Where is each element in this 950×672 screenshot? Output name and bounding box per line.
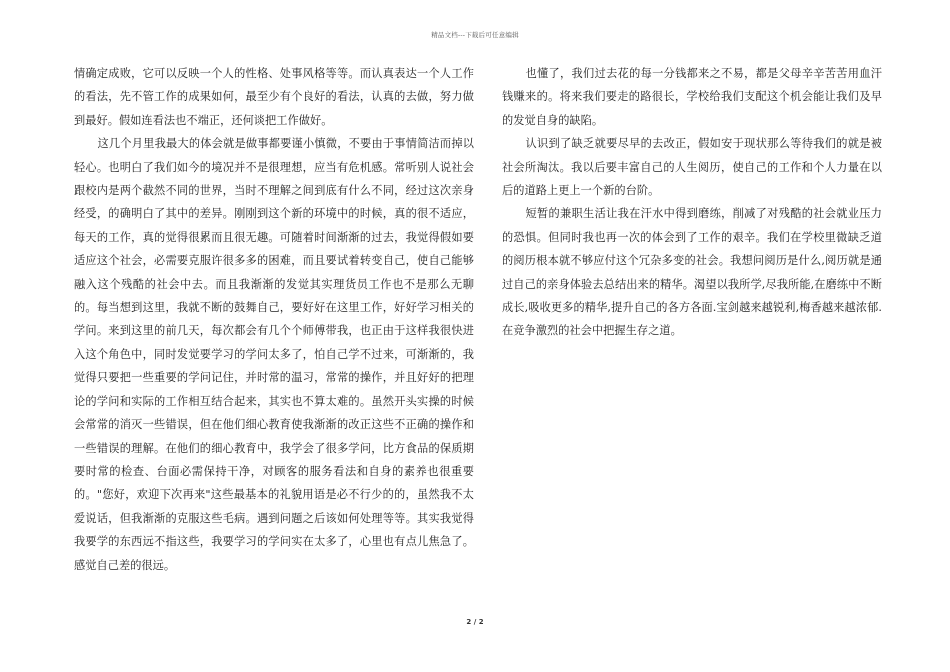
paragraph: 也懂了，我们过去花的每一分钱都来之不易，都是父母辛辛苦苦用血汗钱赚来的。将来我们要走的路很长，学校给我们支配这个机会能让我们及早的发觉自身的缺陷。 — [502, 67, 882, 127]
left-text-column — [74, 62, 474, 577]
paragraph: 这几个月里我最大的体会就是做事都要谨小慎微，不要由于事情简洁而掉以轻心。也明白了我们如今的境况并不是很理想，应当有危机感。常听别人说社会跟校内是两个截然不同的世界，当时不理解之间到底有什么不同，经过这次亲身经受，的确明白了其中的差异。刚刚到这个新的环境中的时候，真的很不适应，每天的工作，真的觉得很累而且很无趣。可随着时间渐渐的过去，我觉得假如要适应这个社会，必需要克服许很多多的困难，而且要试着转变自己，使自己能够融入这个残酷的社会中去。而且我渐渐的发觉其实理货员工作也不是那么无聊的。每当想到这里，我就不断的鼓舞自己，要好好在这里工作，好好学习相关的学问。来到这里的前几天，每次都会有几个个师傅带我，也正由于这样我很快进入这个角色中，同时发觉要学习的学问太多了，怕自己学不过来，可渐渐的，我觉得只要把一些重要的学问记住，并时常的温习，常常的操作，并且好好的把理论的学问和实际的工作相互结合起来，其实也不算太难的。虽然开头实操的时候会常常的消灭一些错误，但在他们细心教育使我渐渐的改正这些不正确的操作和一些错误的理解。在他们的细心教育中，我学会了很多学问，比方食品的保质期要时常的检查、台面必需保持干净，对顾客的服务看法和自身的素养也很重要的。"您好，欢迎下次再来"这些最基本的礼貌用语是必不行少的的，虽然我不太爱说话，但我渐渐的克服这些毛病。遇到问题之后该如何处理等等。其实我觉得我要学的东西远不指这些，我要学习的学问实在太多了，心里也有点儿焦急了。感觉自己差的很远。 — [74, 137, 474, 572]
paragraph: 短暂的兼职生活让我在汗水中得到磨练，削减了对残酷的社会就业压力的恐惧。但同时我也再一次的体会到了工作的艰辛。我们在学校里微缺乏道的阅历根本就不够应付这个冗杂多变的社会。我想问阅历是什么,阅历就是通过自己的亲身体验去总结出来的精华。渴望以我所学,尽我所能,在磨练中不断成长,吸收更多的精华,提升自己的各方各面.宝剑越来越锐利,梅香越来越浓郁.在竞争激烈的社会中把握生存之道。 — [502, 207, 882, 338]
paragraph: 认识到了缺乏就要尽早的去改正，假如安于现状那么等待我们的就是被社会所淘汰。我以后要丰富自己的人生阅历，使自己的工作和个人力量在以后的道路上更上一个新的台阶。 — [502, 137, 882, 198]
paragraph: 情确定成败，它可以反映一个人的性格、处事风格等等。而认真表达一个人工作的看法，先不管工作的成果如何，最至少有个良好的看法，认真的去做，努力做到最好。假如连看法也不端正，还何谈把工作做好。 — [74, 67, 474, 127]
page-header: 精品文档---下载后可任意编辑 — [431, 31, 519, 39]
right-text-column — [502, 62, 882, 343]
page-number: 2 / 2 — [466, 618, 484, 626]
